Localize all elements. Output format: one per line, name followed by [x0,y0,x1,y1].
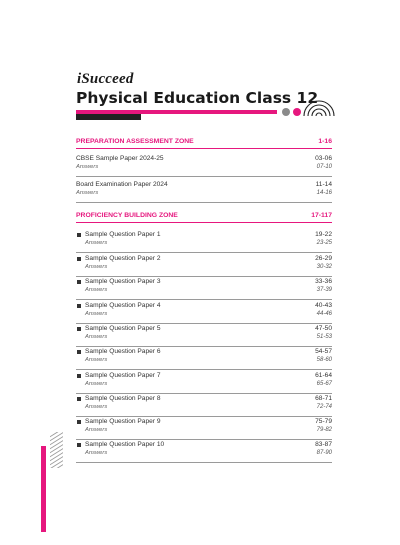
bullet-icon [77,443,81,447]
bullet-icon [77,257,81,261]
entry-answer-pages: 23-25 [316,240,332,246]
entry-pages: 26-29 [315,255,332,262]
entry-answer-pages: 37-39 [316,287,332,293]
entry-pages: 61-64 [315,372,332,379]
bullet-icon [77,233,81,237]
toc-entry[interactable] [76,179,332,203]
entry-pages: 19-22 [315,231,332,238]
entry-answer-pages: 14-16 [316,190,332,196]
entry-pages: 33-36 [315,278,332,285]
entry-label: Sample Question Paper 5 [85,325,161,332]
toc-entry[interactable] [76,346,332,370]
bullet-icon [77,374,81,378]
side-accent-bar [41,446,46,532]
gray-dot-icon [282,108,290,116]
entry-answers-label: Answers [85,311,108,317]
toc-entry[interactable] [76,393,332,417]
entry-answers-label: Answers [85,357,108,363]
entry-label: Sample Question Paper 7 [85,372,161,379]
entry-label: Sample Question Paper 2 [85,255,161,262]
brand-logo: iSucceed [77,71,134,87]
bullet-icon [77,350,81,354]
entry-label: Sample Question Paper 4 [85,302,161,309]
zone-header-preparation [76,138,332,145]
concentric-arcs-icon [302,94,336,116]
toc-entry[interactable] [76,323,332,347]
entry-label: CBSE Sample Paper 2024-25 [76,155,164,162]
zone-title: PROFICIENCY BUILDING ZONE [76,212,178,219]
toc-entry[interactable] [76,153,332,177]
zone-divider [76,222,332,223]
title-underline-black [76,114,141,120]
entry-label: Sample Question Paper 9 [85,418,161,425]
toc-entry[interactable] [76,229,332,253]
entry-answers-label: Answers [85,240,108,246]
entry-answer-pages: 51-53 [316,334,332,340]
entry-label: Sample Question Paper 10 [85,441,165,448]
toc-entry[interactable] [76,416,332,440]
entry-label: Sample Question Paper 8 [85,395,161,402]
entry-answers-label: Answers [85,334,108,340]
entry-pages: 40-43 [315,302,332,309]
entry-pages: 83-87 [315,441,332,448]
toc-entry[interactable] [76,300,332,324]
entry-answers-label: Answers [85,287,108,293]
toc-entry[interactable] [76,370,332,394]
zone-range: 1-16 [318,138,332,145]
entry-answer-pages: 79-82 [316,427,332,433]
entry-label: Sample Question Paper 1 [85,231,161,238]
entry-answer-pages: 65-67 [316,381,332,387]
entry-answer-pages: 72-74 [316,404,332,410]
bullet-icon [77,280,81,284]
entry-label: Sample Question Paper 3 [85,278,161,285]
entry-pages: 75-79 [315,418,332,425]
entry-answer-pages: 30-32 [316,264,332,270]
pink-dot-icon [293,108,301,116]
bullet-icon [77,397,81,401]
diagonal-hatch-decoration [50,432,63,468]
entry-answer-pages: 07-10 [316,164,332,170]
toc-entry[interactable] [76,439,332,463]
bullet-icon [77,327,81,331]
entry-answers-label: Answers [85,381,108,387]
entry-label: Sample Question Paper 6 [85,348,161,355]
bullet-icon [77,420,81,424]
zone-divider [76,148,332,149]
entry-answer-pages: 58-60 [316,357,332,363]
entry-answers-label: Answers [85,450,108,456]
entry-answers-label: Answers [85,404,108,410]
entry-answers-label: Answers [85,427,108,433]
entry-pages: 11-14 [315,181,332,188]
entry-answers-label: Answers [76,164,99,170]
entry-pages: 54-57 [315,348,332,355]
entry-answer-pages: 87-90 [316,450,332,456]
entry-label: Board Examination Paper 2024 [76,181,168,188]
zone-range: 17-117 [311,212,332,219]
toc-entry[interactable] [76,276,332,300]
entry-pages: 47-50 [315,325,332,332]
entry-answer-pages: 44-46 [316,311,332,317]
toc-entry[interactable] [76,253,332,277]
zone-title: PREPARATION ASSESSMENT ZONE [76,138,194,145]
bullet-icon [77,304,81,308]
entry-answers-label: Answers [85,264,108,270]
zone-header-proficiency [76,212,332,219]
entry-answers-label: Answers [76,190,99,196]
page-title: Physical Education Class 12 [76,89,319,107]
entry-pages: 03-06 [315,155,332,162]
entry-pages: 68-71 [315,395,332,402]
